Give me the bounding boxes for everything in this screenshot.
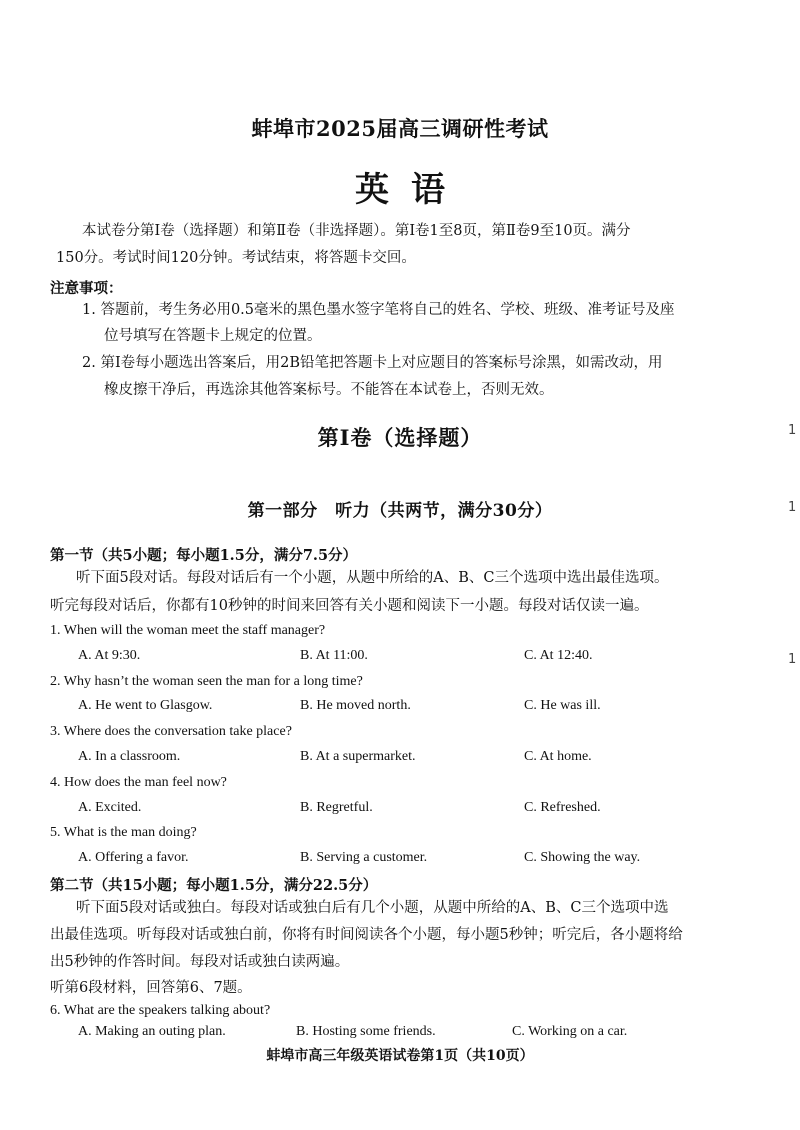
question-6-option-b: B. Hosting some friends. xyxy=(296,1024,436,1039)
notice-item-1-line-1: 1. 答题前，考生务必用0.5毫米的黑色墨水签字笔将自己的姓名、学校、班级、准考证号及座 xyxy=(82,302,675,318)
question-5-option-c: C. Showing the way. xyxy=(524,850,641,865)
question-3-option-c: C. At home. xyxy=(524,749,592,764)
question-3-option-a: A. In a classroom. xyxy=(78,749,181,764)
question-4: 4. How does the man feel now? xyxy=(50,775,227,790)
question-2: 2. Why hasn’t the woman seen the man for a long time? xyxy=(50,674,363,689)
section-1-title: 第一节（共5小题；每小题1.5分，满分7.5分） xyxy=(50,547,358,564)
section-2-instruction-line-3: 出5秒钟的作答时间。每段对话或独白读两遍。 xyxy=(50,954,350,970)
page-footer: 蚌埠市高三年级英语试卷第1页（共10页） xyxy=(266,1048,534,1064)
question-5-option-b: B. Serving a customer. xyxy=(300,850,428,865)
subject-heading: 英语 xyxy=(355,170,467,210)
edge-mark: 1 xyxy=(788,423,797,438)
question-5-option-a: A. Offering a favor. xyxy=(78,850,189,865)
edge-mark: 1 xyxy=(788,500,797,515)
question-2-option-c: C. He was ill. xyxy=(524,698,601,713)
section-2-title: 第二节（共15小题；每小题1.5分，满分22.5分） xyxy=(50,877,378,894)
question-1-option-c: C. At 12:40. xyxy=(524,648,593,663)
question-3-option-b: B. At a supermarket. xyxy=(300,749,416,764)
notice-item-1-line-2: 位号填写在答题卡上规定的位置。 xyxy=(104,328,322,344)
volume-title: 第Ⅰ卷（选择题） xyxy=(317,425,483,450)
section-2-instruction-line-1: 听下面5段对话或独白。每段对话或独白后有几个小题，从题中所给的A、B、C三个选项中选 xyxy=(76,900,669,916)
question-6-option-a: A. Making an outing plan. xyxy=(78,1024,226,1039)
part-title: 第一部分 听力（共两节，满分30分） xyxy=(247,501,553,521)
question-2-option-a: A. He went to Glasgow. xyxy=(78,698,213,713)
section-2-instruction-line-2: 出最佳选项。听每段对话或独白前，你将有时间阅读各个小题，每小题5秒钟；听完后，各小题将给 xyxy=(50,927,683,943)
question-5: 5. What is the man doing? xyxy=(50,825,197,840)
notice-item-2-line-2: 橡皮擦干净后，再选涂其他答案标号。不能答在本试卷上，否则无效。 xyxy=(104,382,554,398)
intro-line-2: 150分。考试时间120分钟。考试结束，将答题卡交回。 xyxy=(56,250,416,266)
intro-line-1: 本试卷分第Ⅰ卷（选择题）和第Ⅱ卷（非选择题）。第Ⅰ卷1至8页，第Ⅱ卷9至10页。满分 xyxy=(82,223,631,239)
question-4-option-b: B. Regretful. xyxy=(300,800,373,815)
question-1-option-a: A. At 9:30. xyxy=(78,648,141,663)
material-6-instruction: 听第6段材料，回答第6、7题。 xyxy=(50,980,252,996)
question-1: 1. When will the woman meet the staff manager? xyxy=(50,623,326,638)
question-4-option-a: A. Excited. xyxy=(78,800,142,815)
exam-title: 蚌埠市2025届高三调研性考试 xyxy=(251,116,549,141)
question-6-option-c: C. Working on a car. xyxy=(512,1024,628,1039)
notice-label: 注意事项： xyxy=(50,280,123,297)
question-4-option-c: C. Refreshed. xyxy=(524,800,601,815)
section-1-instruction-line-2: 听完每段对话后，你都有10秒钟的时间来回答有关小题和阅读下一小题。每段对话仅读一遍。 xyxy=(50,598,649,614)
edge-mark: 1 xyxy=(788,652,797,667)
question-2-option-b: B. He moved north. xyxy=(300,698,411,713)
question-6: 6. What are the speakers talking about? xyxy=(50,1003,271,1018)
question-3: 3. Where does the conversation take place? xyxy=(50,724,292,739)
section-1-instruction-line-1: 听下面5段对话。每段对话后有一个小题，从题中所给的A、B、C三个选项中选出最佳选项。 xyxy=(76,570,669,586)
question-1-option-b: B. At 11:00. xyxy=(300,648,368,663)
notice-item-2-line-1: 2. 第Ⅰ卷每小题选出答案后，用2B铅笔把答题卡上对应题目的答案标号涂黑，如需改动，用 xyxy=(82,355,663,371)
